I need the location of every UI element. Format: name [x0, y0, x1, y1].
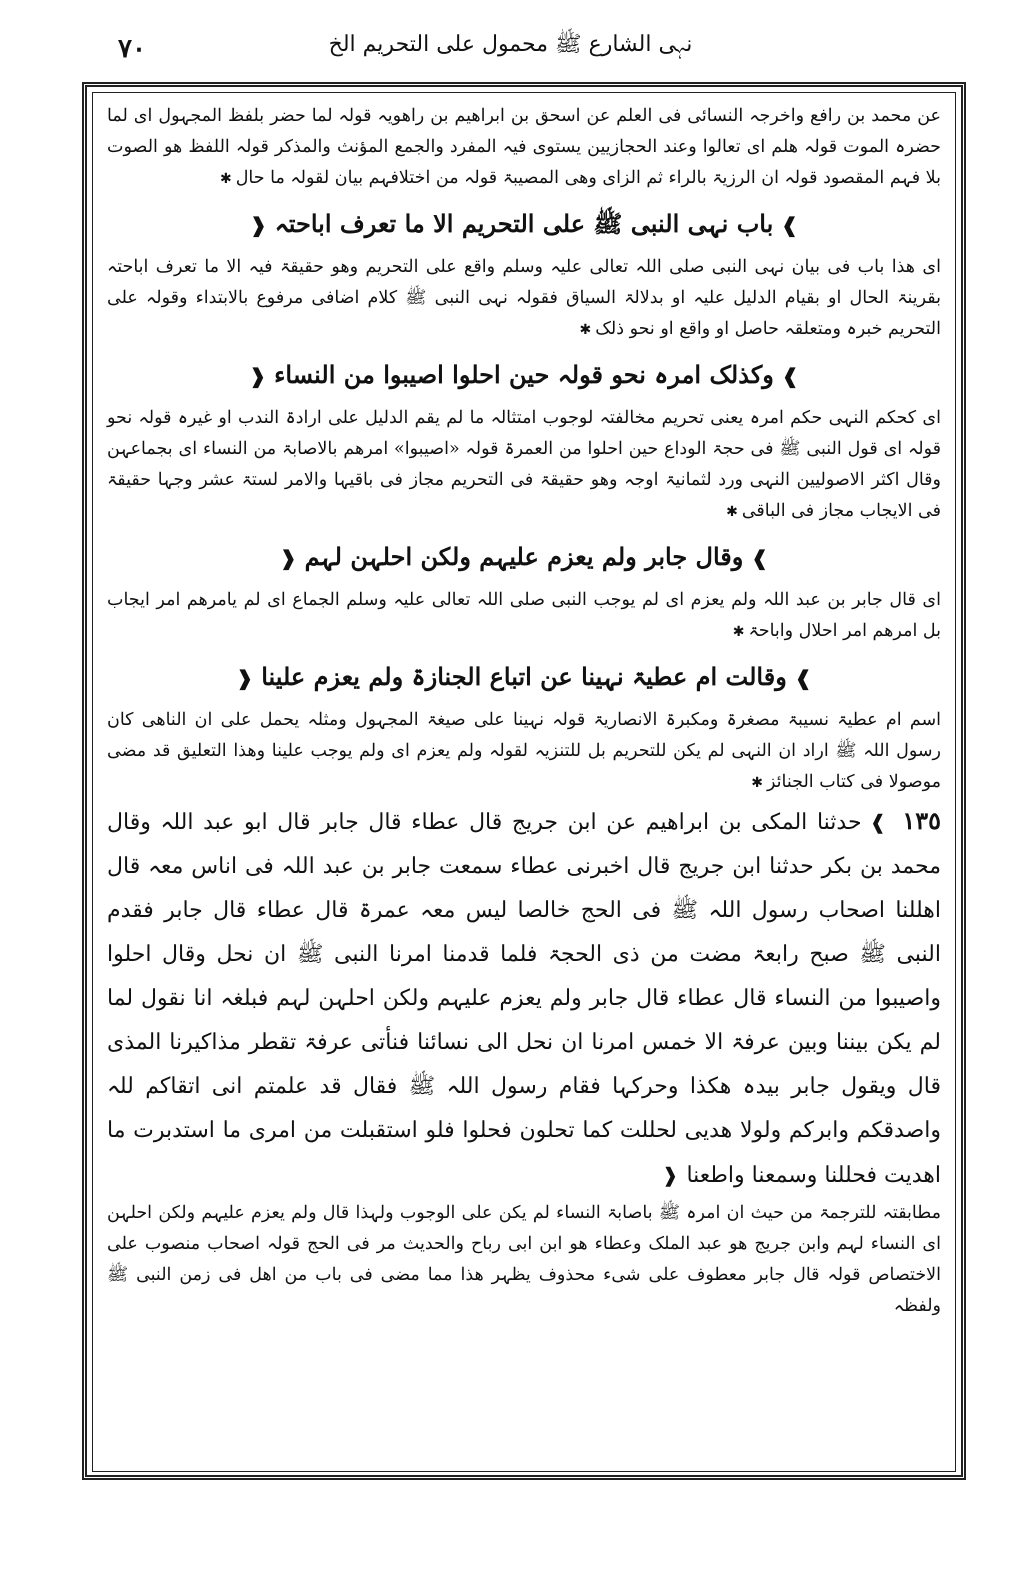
- chapter-heading: ❱باب نہی النبی ﷺ علی التحریم الا ما تعرف اباحتہ❰: [249, 209, 799, 238]
- ornament-right-icon: ❱: [781, 213, 799, 237]
- commentary-paragraph: ای قال جابر بن عبد اللہ ولم یعزم ای لم یوجب النبی صلی اللہ تعالی علیہ وسلم الجماع ای لم یامرھم امر ایجاب بل امرھم امر احلال واباحۃ✱: [107, 590, 941, 641]
- end-mark-icon: ✱: [726, 504, 738, 520]
- ornament-right-icon: ❱: [794, 666, 812, 690]
- page-header: [40, 26, 981, 76]
- ornament-left-icon: ❰: [279, 546, 297, 570]
- ornament-right-icon: ❱: [781, 364, 799, 388]
- chapter-heading: ❱وقال جابر ولم یعزم علیہم ولکن احلہن لہم❰: [279, 542, 769, 571]
- end-mark-icon: ✱: [751, 775, 764, 791]
- commentary-paragraph: مطابقتہ للترجمۃ من حیث ان امرہ ﷺ باصابۃ النساء لم یکن علی الوجوب ولہذا قال ولم یعزم علیہم ولکن احلہن ای النساء لہم وابن جریج ھو عبد الملک وعطاء ھو ابن ابی رباح والحدیث مر فی الحج قولہ اصحاب منصوب علی الاختصاص قولہ قال جابر معطوف علی شیء محذوف یظہر ھذا مما مضی فی باب من اھل فی زمن النبی ﷺ ولفظہ: [107, 1203, 941, 1316]
- chapter-heading: ❱وکذلک امرہ نحو قولہ حین احلوا اصیبوا من النساء❰: [249, 360, 799, 389]
- ornament-left-icon: ❰: [236, 666, 254, 690]
- ornament-left-icon: ❰: [249, 364, 267, 388]
- ornament-right-icon: ❱: [751, 546, 769, 570]
- end-mark-icon: ✱: [579, 322, 592, 338]
- commentary-paragraph: اسم ام عطیۃ نسیبۃ مصغرۃ ومکبرۃ الانصاریۃ قولہ نہینا علی صیغۃ المجہول ومثلہ یحمل علی ان الناھی کان رسول اللہ ﷺ اراد ان النہی لم یکن للتحریم بل للتنزیہ لقولہ ولم یعزم ای ولم یوجب علینا وھذا التعلیق قد مضی موصولا فی کتاب الجنائز✱: [107, 710, 941, 792]
- running-head: نہی الشارع ﷺ محمول علی التحریم الخ: [328, 32, 693, 57]
- hadith-number: ١٣٥: [902, 806, 941, 835]
- ornament-left-icon: ❰: [661, 1163, 679, 1187]
- commentary-paragraph: عن محمد بن رافع واخرجہ النسائی فی العلم عن اسحق بن ابراھیم بن راھویہ قولہ لما حضر بلفظ المجہول ای لما حضرہ الموت قولہ ھلم ای تعالوا وعند الحجازیین یستوی فیہ المفرد والجمع المؤنث والمذکر قولہ اللفظ ھو الصوت بلا فہم المقصود قولہ ان الرزیۃ بالراء ثم الزای وھی المصیبۃ قولہ من اختلافہم بیان لقولہ ما حال✱: [107, 106, 941, 188]
- text-body: [92, 92, 956, 1472]
- hadith-text: ١٣٥❱حدثنا المکی بن ابراھیم عن ابن جریج قال عطاء قال جابر قال ابو عبد اللہ وقال محمد بن بکر حدثنا ابن جریج قال اخبرنی عطاء سمعت جابر بن عبد اللہ فی اناس معہ قال اھللنا اصحاب رسول اللہ ﷺ فی الحج خالصا لیس معہ عمرۃ قال عطاء قال جابر فقدم النبی ﷺ صبح رابعۃ مضت من ذی الحجۃ فلما قدمنا امرنا النبی ﷺ ان نحل وقال احلوا واصیبوا من النساء قال عطاء قال جابر ولم یعزم علیہم ولکن احلہن لہم فبلغہ انا نقول لما لم یکن بیننا وبین عرفۃ الا خمس امرنا ان نحل الی نسائنا فنأتی عرفۃ تقطر مذاکیرنا المذی قال ویقول جابر بیدہ ھکذا وحرکہا فقام رسول اللہ ﷺ فقال قد علمتم انی اتقاکم للہ واصدقکم وابرکم ولولا ھدیی لحللت کما تحلون فحلوا فلو استقبلت من امری ما استدبرت ما اھدیت فحللنا وسمعنا واطعنا❰: [107, 806, 941, 1188]
- ornament-left-icon: ❰: [249, 213, 267, 237]
- ornament-right-icon: ❱: [869, 810, 887, 834]
- page-number: ٧٠: [118, 34, 146, 64]
- chapter-heading: ❱وقالت ام عطیۃ نہینا عن اتباع الجنازۃ ولم یعزم علینا❰: [236, 662, 812, 691]
- commentary-paragraph: ای ھذا باب فی بیان نہی النبی صلی اللہ تعالی علیہ وسلم واقع علی التحریم وھو حقیقۃ فیہ الا ما تعرف اباحتہ بقرینۃ الحال او بقیام الدلیل علیہ او بدلالۃ السیاق فقولہ نہی النبی ﷺ کلام اضافی مرفوع بالابتداء وقولہ علی التحریم خبرہ ومتعلقہ حاصل او واقع او نحو ذلک✱: [107, 257, 941, 339]
- end-mark-icon: ✱: [219, 171, 232, 187]
- commentary-paragraph: ای کحکم النہی حکم امرہ یعنی تحریم مخالفتہ لوجوب امتثالہ ما لم یقم الدلیل علی ارادۃ الندب او غیرہ قولہ نحو قولہ ای قول النبی ﷺ فی حجۃ الوداع حین احلوا من العمرۃ قولہ «اصیبوا» امرھم بالاصابۃ من النساء ای بجماعہن وقال اکثر الاصولیین النہی ورد لثمانیۃ اوجہ وھو حقیقۃ فی التحریم مجاز فی باقیہا والامر لستۃ عشر وجہا حقیقۃ فی الایجاب مجاز فی الباقی✱: [107, 408, 941, 521]
- end-mark-icon: ✱: [732, 624, 745, 640]
